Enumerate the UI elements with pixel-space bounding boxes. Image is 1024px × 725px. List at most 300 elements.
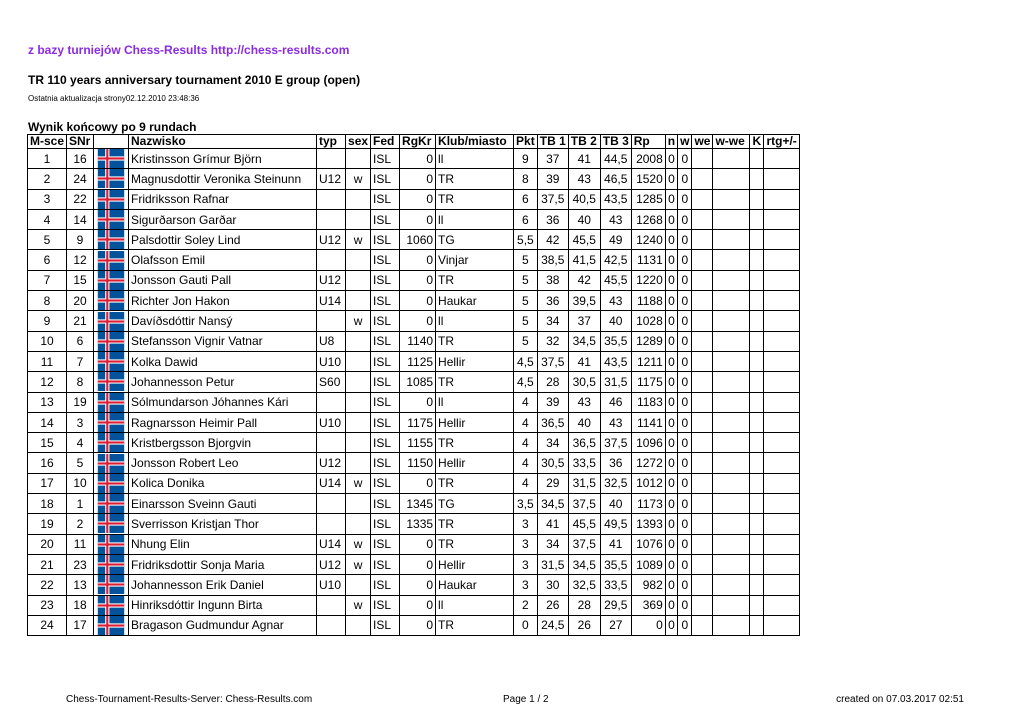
rank-cell: 2 <box>28 169 67 189</box>
we-cell <box>692 453 713 473</box>
w-cell: 0 <box>678 595 692 615</box>
performance-cell: 1175 <box>631 372 665 392</box>
federation-cell: ISL <box>371 351 400 371</box>
points-cell: 3 <box>514 514 538 534</box>
n-cell: 0 <box>665 230 677 250</box>
w-cell: 0 <box>678 453 692 473</box>
sex-cell <box>346 412 371 432</box>
table-row <box>28 351 800 371</box>
national-rating-cell: 0 <box>400 311 436 331</box>
federation-cell: ISL <box>371 250 400 270</box>
rating-change-cell <box>764 311 800 331</box>
national-rating-cell: 0 <box>400 392 436 412</box>
tb2-cell: 30,5 <box>568 372 600 392</box>
we-cell <box>692 615 713 635</box>
club-cell: ll <box>436 209 514 229</box>
rating-change-cell <box>764 270 800 290</box>
sex-cell: w <box>346 534 371 554</box>
performance-cell: 2008 <box>631 149 665 169</box>
tb3-cell: 43 <box>600 209 631 229</box>
performance-cell: 1131 <box>631 250 665 270</box>
national-rating-cell: 1150 <box>400 453 436 473</box>
w-we-cell <box>713 230 750 250</box>
n-cell: 0 <box>665 250 677 270</box>
performance-cell: 1272 <box>631 453 665 473</box>
start-number-cell: 22 <box>67 189 94 209</box>
n-cell: 0 <box>665 372 677 392</box>
k-cell <box>750 494 764 514</box>
player-name-cell: Bragason Gudmundur Agnar <box>129 615 317 635</box>
tb1-cell: 39 <box>537 392 568 412</box>
sex-cell: w <box>346 169 371 189</box>
w-we-cell <box>713 433 750 453</box>
rank-cell: 11 <box>28 351 67 371</box>
club-cell: TR <box>436 534 514 554</box>
club-cell: Hellir <box>436 453 514 473</box>
w-we-cell <box>713 575 750 595</box>
we-cell <box>692 514 713 534</box>
federation-cell: ISL <box>371 311 400 331</box>
we-cell <box>692 209 713 229</box>
performance-cell: 369 <box>631 595 665 615</box>
n-cell: 0 <box>665 514 677 534</box>
sex-cell <box>346 189 371 209</box>
k-cell <box>750 554 764 574</box>
we-cell <box>692 250 713 270</box>
points-cell: 5 <box>514 331 538 351</box>
tb3-cell: 35,5 <box>600 554 631 574</box>
tb1-cell: 29 <box>537 473 568 493</box>
player-name-cell: Ragnarsson Heimir Pall <box>129 412 317 432</box>
tb3-cell: 33,5 <box>600 575 631 595</box>
flag-cell <box>94 412 129 432</box>
pos-header: M-sce <box>28 135 67 149</box>
last-updated: Ostatnia aktualizacja strony02.12.2010 23:48:36 <box>28 94 200 103</box>
tb3-cell: 46,5 <box>600 169 631 189</box>
n-cell: 0 <box>665 392 677 412</box>
flag-cell <box>94 534 129 554</box>
sex-cell <box>346 615 371 635</box>
player-name-cell: Nhung Elin <box>129 534 317 554</box>
tb2-cell: 41 <box>568 351 600 371</box>
n-cell: 0 <box>665 494 677 514</box>
type-cell <box>317 514 346 534</box>
w-we-cell <box>713 189 750 209</box>
club-cell: TR <box>436 169 514 189</box>
club-cell: Haukar <box>436 575 514 595</box>
performance-cell: 982 <box>631 575 665 595</box>
k-cell <box>750 250 764 270</box>
w-cell: 0 <box>678 433 692 453</box>
tb2-cell: 41,5 <box>568 250 600 270</box>
start-number-cell: 4 <box>67 433 94 453</box>
player-name-cell: Johannesson Petur <box>129 372 317 392</box>
k-cell <box>750 453 764 473</box>
rating-change-cell <box>764 433 800 453</box>
n-cell: 0 <box>665 149 677 169</box>
national-rating-cell: 0 <box>400 189 436 209</box>
w-we-cell <box>713 372 750 392</box>
type-cell: U10 <box>317 412 346 432</box>
player-name-cell: Fridriksdottir Sonja Maria <box>129 554 317 574</box>
n-cell: 0 <box>665 351 677 371</box>
rank-cell: 16 <box>28 453 67 473</box>
iceland-flag-icon <box>96 352 126 371</box>
national-rating-cell: 0 <box>400 169 436 189</box>
rating-change-cell <box>764 331 800 351</box>
points-cell: 9 <box>514 149 538 169</box>
table-header-row <box>28 135 800 149</box>
tb2-cell: 40 <box>568 412 600 432</box>
performance-cell: 1173 <box>631 494 665 514</box>
club-cell: TR <box>436 473 514 493</box>
rank-cell: 14 <box>28 412 67 432</box>
start-number-cell: 23 <box>67 554 94 574</box>
tb3-cell: 43,5 <box>600 351 631 371</box>
flag-cell <box>94 209 129 229</box>
rank-cell: 1 <box>28 149 67 169</box>
n-cell: 0 <box>665 209 677 229</box>
iceland-flag-icon <box>96 616 126 635</box>
flag-cell <box>94 433 129 453</box>
iceland-flag-icon <box>96 454 126 473</box>
national-rating-cell: 1060 <box>400 230 436 250</box>
iceland-flag-icon <box>96 190 126 209</box>
n-cell: 0 <box>665 331 677 351</box>
tb3-cell: 40 <box>600 494 631 514</box>
k-cell <box>750 473 764 493</box>
national-rating-cell: 1125 <box>400 351 436 371</box>
rank-cell: 10 <box>28 331 67 351</box>
club-cell: TG <box>436 494 514 514</box>
rating-change-cell <box>764 291 800 311</box>
points-cell: 5 <box>514 250 538 270</box>
national-rating-cell: 0 <box>400 149 436 169</box>
player-name-cell: Hinriksdóttir Ingunn Birta <box>129 595 317 615</box>
start-number-cell: 10 <box>67 473 94 493</box>
w-cell: 0 <box>678 149 692 169</box>
w-we-cell <box>713 169 750 189</box>
tb3-cell: 45,5 <box>600 270 631 290</box>
w-cell: 0 <box>678 514 692 534</box>
club-cell: ll <box>436 595 514 615</box>
sex-cell: w <box>346 473 371 493</box>
rating-change-cell <box>764 453 800 473</box>
rank-cell: 17 <box>28 473 67 493</box>
w-we-cell <box>713 270 750 290</box>
club-cell: TR <box>436 189 514 209</box>
rating-change-cell <box>764 351 800 371</box>
type-cell <box>317 494 346 514</box>
performance-cell: 1268 <box>631 209 665 229</box>
tb1-cell: 37,5 <box>537 351 568 371</box>
typ-header: typ <box>317 135 346 149</box>
k-cell <box>750 575 764 595</box>
type-cell: U14 <box>317 473 346 493</box>
player-name-cell: Sigurðarson Garðar <box>129 209 317 229</box>
w-cell: 0 <box>678 169 692 189</box>
iceland-flag-icon <box>96 169 126 188</box>
we-cell <box>692 149 713 169</box>
w-cell: 0 <box>678 270 692 290</box>
points-cell: 8 <box>514 169 538 189</box>
national-rating-cell: 0 <box>400 209 436 229</box>
table-row <box>28 595 800 615</box>
n-cell: 0 <box>665 433 677 453</box>
sex-cell <box>346 250 371 270</box>
rank-cell: 7 <box>28 270 67 290</box>
k-header: K <box>750 135 764 149</box>
federation-cell: ISL <box>371 331 400 351</box>
performance-cell: 1183 <box>631 392 665 412</box>
w-cell: 0 <box>678 331 692 351</box>
k-cell <box>750 615 764 635</box>
flag-cell <box>94 230 129 250</box>
rank-cell: 22 <box>28 575 67 595</box>
club-cell: TG <box>436 230 514 250</box>
k-cell <box>750 291 764 311</box>
w-cell: 0 <box>678 209 692 229</box>
national-rating-cell: 0 <box>400 534 436 554</box>
national-rating-cell: 0 <box>400 250 436 270</box>
rank-cell: 4 <box>28 209 67 229</box>
player-name-cell: Kristinsson Grímur Björn <box>129 149 317 169</box>
w-we-header: w-we <box>713 135 750 149</box>
rank-cell: 8 <box>28 291 67 311</box>
table-row <box>28 311 800 331</box>
player-name-cell: Stefansson Vignir Vatnar <box>129 331 317 351</box>
k-cell <box>750 595 764 615</box>
rating-change-cell <box>764 149 800 169</box>
sex-cell <box>346 575 371 595</box>
performance-cell: 1076 <box>631 534 665 554</box>
performance-cell: 1188 <box>631 291 665 311</box>
performance-cell: 1520 <box>631 169 665 189</box>
start-number-cell: 3 <box>67 412 94 432</box>
tb1-cell: 24,5 <box>537 615 568 635</box>
start-number-cell: 2 <box>67 514 94 534</box>
tb1-cell: 31,5 <box>537 554 568 574</box>
footer-created: created on 07.03.2017 02:51 <box>836 694 964 705</box>
iceland-flag-icon <box>96 575 126 594</box>
national-rating-cell: 0 <box>400 575 436 595</box>
tb1-cell: 30 <box>537 575 568 595</box>
club-cell: TR <box>436 372 514 392</box>
type-cell: U12 <box>317 554 346 574</box>
n-cell: 0 <box>665 169 677 189</box>
sex-cell <box>346 270 371 290</box>
table-row <box>28 473 800 493</box>
flag-cell <box>94 311 129 331</box>
points-cell: 4 <box>514 473 538 493</box>
points-cell: 3 <box>514 575 538 595</box>
flag-cell <box>94 494 129 514</box>
tb1-cell: 34 <box>537 311 568 331</box>
w-cell: 0 <box>678 575 692 595</box>
type-cell <box>317 433 346 453</box>
w-cell: 0 <box>678 351 692 371</box>
tb2-cell: 33,5 <box>568 453 600 473</box>
federation-cell: ISL <box>371 554 400 574</box>
club-cell: ll <box>436 311 514 331</box>
k-cell <box>750 514 764 534</box>
player-name-cell: Jonsson Gauti Pall <box>129 270 317 290</box>
n-cell: 0 <box>665 270 677 290</box>
we-cell <box>692 169 713 189</box>
club-cell: TR <box>436 433 514 453</box>
tb1-cell: 30,5 <box>537 453 568 473</box>
club-cell: ll <box>436 149 514 169</box>
w-we-cell <box>713 250 750 270</box>
start-number-cell: 7 <box>67 351 94 371</box>
sex-cell <box>346 372 371 392</box>
flag-cell <box>94 189 129 209</box>
table-row <box>28 189 800 209</box>
table-row <box>28 453 800 473</box>
start-number-cell: 9 <box>67 230 94 250</box>
tb2-cell: 43 <box>568 392 600 412</box>
tb3-cell: 27 <box>600 615 631 635</box>
rating-change-cell <box>764 412 800 432</box>
table-row <box>28 270 800 290</box>
tb3-cell: 43 <box>600 412 631 432</box>
performance-cell: 1028 <box>631 311 665 331</box>
national-rating-cell: 0 <box>400 473 436 493</box>
tb1-cell: 26 <box>537 595 568 615</box>
sex-cell <box>346 514 371 534</box>
tb1-cell: 34,5 <box>537 494 568 514</box>
federation-cell: ISL <box>371 209 400 229</box>
tb3-cell: 35,5 <box>600 331 631 351</box>
tb2-cell: 26 <box>568 615 600 635</box>
tb1-cell: 38 <box>537 270 568 290</box>
type-cell <box>317 209 346 229</box>
pkt-header: Pkt <box>514 135 538 149</box>
rating-change-cell <box>764 494 800 514</box>
points-cell: 3 <box>514 554 538 574</box>
iceland-flag-icon <box>96 332 126 351</box>
club-cell: Hellir <box>436 554 514 574</box>
federation-cell: ISL <box>371 494 400 514</box>
federation-cell: ISL <box>371 473 400 493</box>
w-cell: 0 <box>678 534 692 554</box>
start-number-cell: 24 <box>67 169 94 189</box>
type-cell: U10 <box>317 351 346 371</box>
flag-cell <box>94 595 129 615</box>
tb3-cell: 32,5 <box>600 473 631 493</box>
k-cell <box>750 372 764 392</box>
w-we-cell <box>713 412 750 432</box>
tb2-cell: 34,5 <box>568 554 600 574</box>
club-cell: Haukar <box>436 291 514 311</box>
start-number-cell: 12 <box>67 250 94 270</box>
k-cell <box>750 189 764 209</box>
flag-cell <box>94 453 129 473</box>
start-number-cell: 18 <box>67 595 94 615</box>
w-we-cell <box>713 554 750 574</box>
rating-change-cell <box>764 514 800 534</box>
w-we-cell <box>713 311 750 331</box>
we-cell <box>692 412 713 432</box>
n-cell: 0 <box>665 453 677 473</box>
tb2-cell: 40 <box>568 209 600 229</box>
table-row <box>28 209 800 229</box>
w-we-cell <box>713 473 750 493</box>
rating-change-cell <box>764 534 800 554</box>
federation-cell: ISL <box>371 189 400 209</box>
w-cell: 0 <box>678 291 692 311</box>
table-row <box>28 534 800 554</box>
table-row <box>28 615 800 635</box>
tb2-cell: 45,5 <box>568 230 600 250</box>
points-cell: 4 <box>514 412 538 432</box>
we-cell <box>692 311 713 331</box>
iceland-flag-icon <box>96 372 126 391</box>
flag-cell <box>94 331 129 351</box>
we-cell <box>692 534 713 554</box>
we-cell <box>692 494 713 514</box>
iceland-flag-icon <box>96 474 126 493</box>
start-number-cell: 5 <box>67 453 94 473</box>
tb3-cell: 36 <box>600 453 631 473</box>
rank-cell: 19 <box>28 514 67 534</box>
federation-cell: ISL <box>371 169 400 189</box>
footer-server: Chess-Tournament-Results-Server: Chess-Results.com <box>66 694 313 705</box>
rank-cell: 5 <box>28 230 67 250</box>
flag-cell <box>94 250 129 270</box>
tb1-cell: 32 <box>537 331 568 351</box>
player-name-cell: Richter Jon Hakon <box>129 291 317 311</box>
tb1-cell: 37 <box>537 149 568 169</box>
tb3-cell: 42,5 <box>600 250 631 270</box>
start-number-cell: 11 <box>67 534 94 554</box>
iceland-flag-icon <box>96 251 126 270</box>
table-row <box>28 412 800 432</box>
w-cell: 0 <box>678 392 692 412</box>
n-cell: 0 <box>665 595 677 615</box>
n-cell: 0 <box>665 189 677 209</box>
rating-change-cell <box>764 575 800 595</box>
n-cell: 0 <box>665 534 677 554</box>
source-link[interactable]: z bazy turniejów Chess-Results http://chess-results.com <box>28 43 350 57</box>
flag-cell <box>94 392 129 412</box>
performance-cell: 1211 <box>631 351 665 371</box>
flag-cell <box>94 514 129 534</box>
n-cell: 0 <box>665 554 677 574</box>
tb2-cell: 32,5 <box>568 575 600 595</box>
national-rating-cell: 1085 <box>400 372 436 392</box>
national-rating-cell: 1175 <box>400 412 436 432</box>
k-cell <box>750 392 764 412</box>
tb1-cell: 34 <box>537 433 568 453</box>
tb3-cell: 49,5 <box>600 514 631 534</box>
national-rating-cell: 0 <box>400 554 436 574</box>
type-cell: U12 <box>317 270 346 290</box>
type-cell: U8 <box>317 331 346 351</box>
table-row <box>28 554 800 574</box>
rating-change-cell <box>764 392 800 412</box>
w-cell: 0 <box>678 230 692 250</box>
rank-cell: 15 <box>28 433 67 453</box>
we-cell <box>692 189 713 209</box>
k-cell <box>750 270 764 290</box>
iceland-flag-icon <box>96 312 126 331</box>
w-cell: 0 <box>678 473 692 493</box>
points-cell: 3,5 <box>514 494 538 514</box>
tb3-cell: 49 <box>600 230 631 250</box>
iceland-flag-icon <box>96 230 126 249</box>
iceland-flag-icon <box>96 413 126 432</box>
